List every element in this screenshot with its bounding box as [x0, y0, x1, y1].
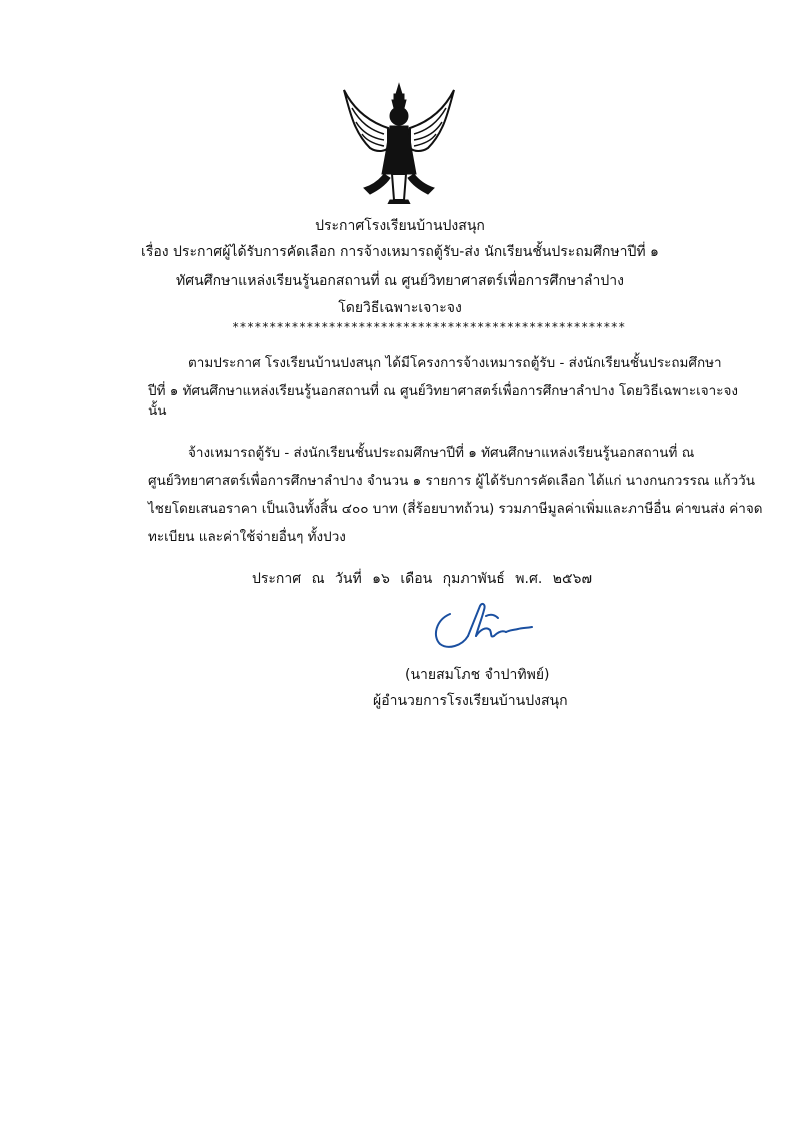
signer-name: (นายสมโภช จำปาทิพย์): [405, 667, 550, 683]
paragraph-1-line-2: ปีที่ ๑ ทัศนศึกษาแหล่งเรียนรู้นอกสถานที่ ณ ศูนย์วิทยาศาสตร์เพื่อการศึกษาลำปาง โดยวิธีเฉพาะเจาะจง: [148, 383, 738, 399]
announcement-date: ประกาศ ณ วันที่ ๑๖ เดือน กุมภาพันธ์ พ.ศ. ๒๕๖๗: [252, 571, 592, 587]
subject-line-3: โดยวิธีเฉพาะเจาะจง: [338, 300, 462, 316]
paragraph-2-line-4: ทะเบียน และค่าใช้จ่ายอื่นๆ ทั้งปวง: [148, 529, 346, 545]
paragraph-1-line-1: ตามประกาศ โรงเรียนบ้านปงสนุก ได้มีโครงการจ้างเหมารถตู้รับ - ส่งนักเรียนชั้นประถมศึกษา: [188, 355, 722, 371]
paragraph-2-line-1: จ้างเหมารถตู้รับ - ส่งนักเรียนชั้นประถมศึกษาปีที่ ๑ ทัศนศึกษาแหล่งเรียนรู้นอกสถานที่ ณ: [188, 445, 695, 461]
signer-position: ผู้อำนวยการโรงเรียนบ้านปงสนุก: [373, 693, 568, 709]
subject-line-2: ทัศนศึกษาแหล่งเรียนรู้นอกสถานที่ ณ ศูนย์วิทยาศาสตร์เพื่อการศึกษาลำปาง: [176, 273, 624, 289]
paragraph-2-line-2: ศูนย์วิทยาศาสตร์เพื่อการศึกษาลำปาง จำนวน ๑ รายการ ผู้ได้รับการคัดเลือก ได้แก่ นางกนกวรรณ แก้ววัน: [148, 473, 755, 489]
paragraph-2-line-3: ไชยโดยเสนอราคา เป็นเงินทั้งสิ้น ๔๐๐ บาท (สี่ร้อยบาทถ้วน) รวมภาษีมูลค่าเพิ่มและภาษีอื่น ค่าขนส่ง ค่าจด: [148, 501, 763, 517]
garuda-emblem-icon: [340, 82, 458, 204]
subject-line-1: เรื่อง ประกาศผู้ได้รับการคัดเลือก การจ้างเหมารถตู้รับ-ส่ง นักเรียนชั้นประถมศึกษาปีที่ ๑: [141, 244, 659, 260]
separator-line: *****************************************************: [232, 320, 626, 334]
paragraph-1-line-3: นั้น: [148, 403, 167, 419]
signature-icon: [428, 596, 540, 656]
announcement-title: ประกาศโรงเรียนบ้านปงสนุก: [315, 218, 485, 234]
